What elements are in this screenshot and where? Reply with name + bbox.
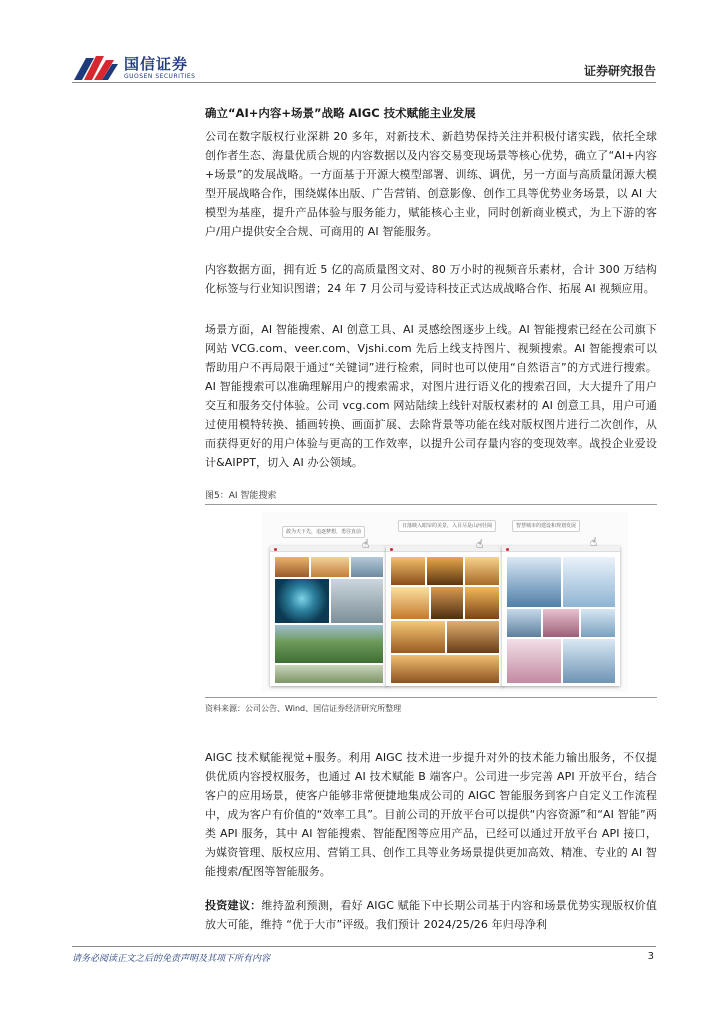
paragraph-content-data: 内容数据方面，拥有近 5 亿的高质量图文对、80 万小时的视频音乐素材，合计 300 万结构化标签与行业知识图谱；24 年 7 月公司与爱诗科技正式达成战略合作、拓展 AI 视频应用。	[205, 263, 657, 295]
image-tile	[350, 556, 384, 578]
pointer-hand-icon: ☝	[362, 537, 370, 551]
guosen-logo-icon	[72, 52, 120, 84]
footer-divider	[72, 946, 656, 947]
report-type-label: 证券研究报告	[583, 64, 656, 78]
image-tile	[274, 578, 330, 624]
image-tile	[464, 586, 500, 620]
image-tile	[390, 556, 426, 586]
paragraph-scenarios: 场景方面，AI 智能搜索、AI 创意工具、AI 灵感绘图逐步上线。AI 智能搜索已经在公司旗下网站 VCG.com、veer.com、Vjshi.com 先后上线支持图片、视频搜索。AI 智能搜索可以帮助用户不再局限于通过“关键词”进行检索，同时也可以使用“自然语言”的方式进行搜索。AI 智能搜索可以准确理解用户的搜索需求，对图片进行语义化的搜索召回，大大提升了用户交互和服务交付体验。公司 vcg.com 网站陆续上线针对版权素材的 AI 创意工具，用户可通过使用模特转换、插画转换、画面扩展、去除背景等功能在线对版权图片进行二次创作，从而获得更好的用户体验与更高的工作效率，以提升公司存量内容的变现效率。战投企业爱设计&AIPPT，切入 AI 办公领域。	[205, 323, 657, 469]
image-tile	[390, 586, 430, 620]
page-number: 3	[647, 951, 654, 962]
paragraph-strategy: 公司在数字版权行业深耕 20 多年，对新技术、新趋势保持关注并积极付诸实践，依托全球创作者生态、海量优质合规的内容数据以及内容交易变现场景等核心优势，确立了“AI+内容+场景”的发展战略。一方面基于开源大模型部署、训练、调优，另一方面与高质量闭源大模型开展战略合作，围绕媒体出版、广告营销、创意影像、创作工具等优势业务场景，以 AI 大模型为基座，提升产品体验与服务能力，赋能核心主业，同时创新商业模式，为上下游的客户/用户提供安全合规、可商用的 AI 智能服务。	[205, 130, 657, 238]
paragraph-investment-advice	[205, 896, 657, 934]
search-result-screenshot-3	[502, 546, 620, 686]
image-tile	[330, 578, 384, 624]
image-tile	[390, 654, 500, 684]
investment-advice-label: 投资建议：	[205, 899, 262, 912]
search-query-callout: 智慧城市的建设和规划发展	[512, 520, 580, 532]
header-divider	[72, 82, 656, 83]
figure-caption: 图5：AI 智能搜索	[205, 491, 277, 501]
image-tile	[506, 556, 562, 608]
browser-bar	[502, 546, 620, 552]
image-tile	[562, 638, 616, 684]
section-heading: 确立“AI+内容+场景”战略 AIGC 技术赋能主业发展	[205, 106, 476, 120]
figure-bottom-rule	[205, 697, 657, 698]
browser-bar	[270, 546, 388, 552]
image-tile	[310, 556, 350, 578]
image-tile	[390, 620, 446, 654]
logo-chinese-name: 国信证券	[124, 55, 189, 73]
ai-search-screenshot-figure	[262, 512, 628, 692]
image-tile	[274, 664, 384, 684]
image-tile	[580, 608, 616, 638]
paragraph-aigc-services: AIGC 技术赋能视觉+服务。利用 AIGC 技术进一步提升对外的技术能力输出服务，不仅提供优质内容授权服务，也通过 AI 技术赋能 B 端客户。公司进一步完善 API 开放平台，结合客户的应用场景，使客户能够非常便捷地集成公司的 AIGC 智能服务到客户自定义工作流程中，成为客户有价值的“效率工具”。目前公司的开放平台可以提供“内容资源”和“AI 智能”两类 API 服务，其中 AI 智能搜索、智能配图等应用产品，已经可以通过开放平台 API 接口，为媒资管理、版权应用、营销工具、创作工具等业务场景提供更加高效、精准、专业的 AI 智能搜索/配图等智能服务。	[205, 751, 657, 878]
search-result-screenshot-1	[270, 546, 388, 686]
image-tile	[542, 608, 580, 638]
search-result-screenshot-2	[386, 546, 504, 686]
figure-top-rule	[205, 504, 657, 505]
company-logo	[72, 52, 252, 86]
image-tile	[274, 556, 310, 578]
browser-bar	[386, 546, 504, 552]
image-tile	[446, 620, 500, 654]
image-tile	[506, 608, 542, 638]
search-query-callout: 日落映入眼帘的美景，入目尽是山河壮阔	[398, 520, 496, 532]
logo-english-name: GUOSEN SECURITIES	[124, 73, 196, 80]
image-tile	[562, 556, 616, 608]
figure-source: 资料来源：公司公告、Wind、国信证券经济研究所整理	[205, 704, 402, 713]
image-tile	[506, 638, 562, 684]
investment-advice-text: 维持盈利预测，看好 AIGC 赋能下中长期公司基于内容和场景优势实现版权价值放大可能，维持 “优于大市”评级。我们预计 2024/25/26 年归母净利	[205, 899, 658, 931]
image-tile	[426, 556, 464, 586]
footer-disclaimer: 请务必阅读正文之后的免责声明及其项下所有内容	[72, 954, 271, 964]
image-tile	[274, 624, 384, 664]
pointer-hand-icon: ☝	[590, 535, 598, 549]
image-tile	[430, 586, 464, 620]
image-tile	[464, 556, 500, 586]
search-query-callout: 敢为天下先，追逐梦想，勇往直前	[282, 526, 365, 538]
pointer-hand-icon: ☝	[476, 537, 484, 551]
